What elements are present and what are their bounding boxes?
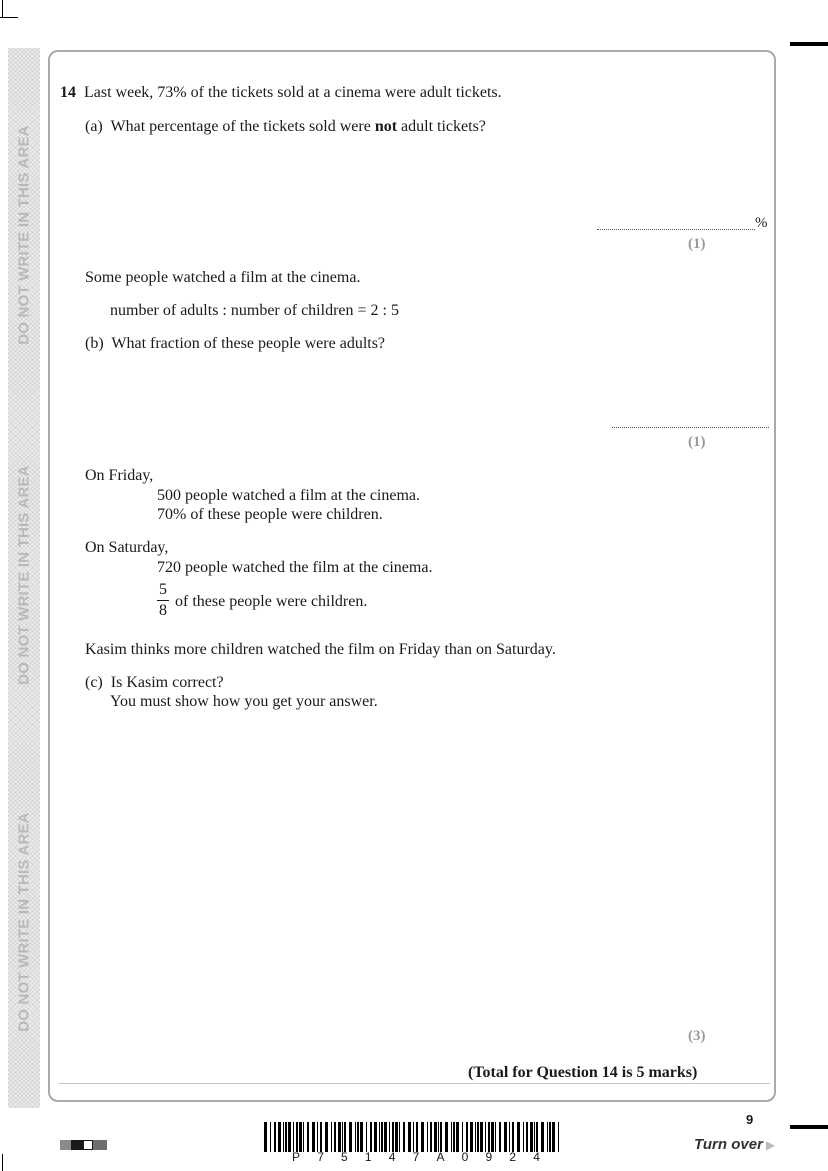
question-intro-text: Last week, 73% of the tickets sold at a cinema were adult tickets. — [84, 84, 502, 101]
barcode-digit: 9 — [485, 1150, 493, 1164]
arrow-right-icon: ▶ — [765, 1138, 776, 1152]
barcode-digit: A — [436, 1150, 445, 1164]
barcode-digit: 1 — [364, 1150, 372, 1164]
marks-a: (1) — [688, 236, 706, 252]
part-c-label: (c) — [85, 674, 103, 691]
crop-mark — [790, 42, 828, 46]
saturday-line-1: 720 people watched the film at the cinema. — [157, 559, 433, 576]
do-not-write-label: DO NOT WRITE IN THIS AREA — [15, 125, 33, 345]
barcode-digits — [292, 1150, 540, 1164]
barcode-digit: 4 — [533, 1150, 540, 1164]
part-a-text-end: adult tickets? — [397, 118, 486, 135]
fraction-denominator: 8 — [159, 602, 167, 619]
barcode-digit: 7 — [317, 1150, 324, 1164]
do-not-write-label: DO NOT WRITE IN THIS AREA — [15, 465, 33, 685]
crop-mark — [2, 1154, 3, 1171]
registration-squares — [60, 1140, 107, 1150]
saturday-heading: On Saturday, — [85, 539, 169, 556]
turn-over-text: Turn over — [694, 1136, 763, 1153]
friday-line-1: 500 people watched a film at the cinema. — [157, 487, 421, 504]
question-number: 14 — [60, 84, 76, 101]
part-c-question — [85, 673, 224, 693]
barcode-digit: 4 — [388, 1150, 396, 1164]
crop-mark — [2, 0, 3, 18]
part-b-text: What fraction of these people were adults? — [111, 335, 386, 352]
page-number: 9 — [746, 1112, 754, 1127]
barcode-digit: 2 — [509, 1150, 517, 1164]
fraction-numerator: 5 — [159, 581, 167, 598]
part-a-text: What percentage of the tickets sold were — [110, 118, 375, 135]
friday-line-2: 70% of these people were children. — [157, 506, 383, 523]
barcode-digit: 5 — [341, 1150, 348, 1164]
turn-over — [694, 1136, 775, 1153]
answer-line-a[interactable] — [597, 229, 755, 230]
total-marks: (Total for Question 14 is 5 marks) — [468, 1064, 698, 1081]
friday-heading: On Friday, — [85, 467, 154, 484]
divider — [58, 1083, 770, 1084]
part-a-bold: not — [374, 118, 398, 135]
barcode-digit: 7 — [412, 1150, 420, 1164]
marks-b: (1) — [688, 434, 706, 450]
saturday-line-2: of these people were children. — [175, 593, 368, 610]
crop-mark — [790, 1125, 828, 1129]
part-a-label: (a) — [85, 118, 103, 135]
kasim-text: Kasim thinks more children watched the film on Friday than on Saturday. — [85, 641, 556, 658]
ratio-text: number of adults : number of children = 2 : 5 — [110, 302, 399, 319]
marks-c: (3) — [688, 1028, 706, 1044]
do-not-write-label: DO NOT WRITE IN THIS AREA — [15, 812, 33, 1032]
part-b-question — [85, 334, 385, 354]
barcode — [264, 1122, 564, 1152]
part-c-instruction: You must show how you get your answer. — [110, 693, 378, 710]
answer-line-b[interactable] — [612, 427, 769, 428]
question-intro — [60, 83, 502, 103]
part-c-text: Is Kasim correct? — [110, 674, 224, 691]
part-a-question — [85, 117, 486, 137]
part-b-label: (b) — [85, 335, 104, 352]
percent-unit: % — [755, 215, 768, 231]
crop-mark — [0, 17, 18, 18]
barcode-digit: 0 — [461, 1150, 469, 1164]
fraction-five-eighths — [156, 580, 170, 621]
film-text: Some people watched a film at the cinema. — [85, 269, 361, 286]
barcode-digit: P — [292, 1150, 301, 1164]
